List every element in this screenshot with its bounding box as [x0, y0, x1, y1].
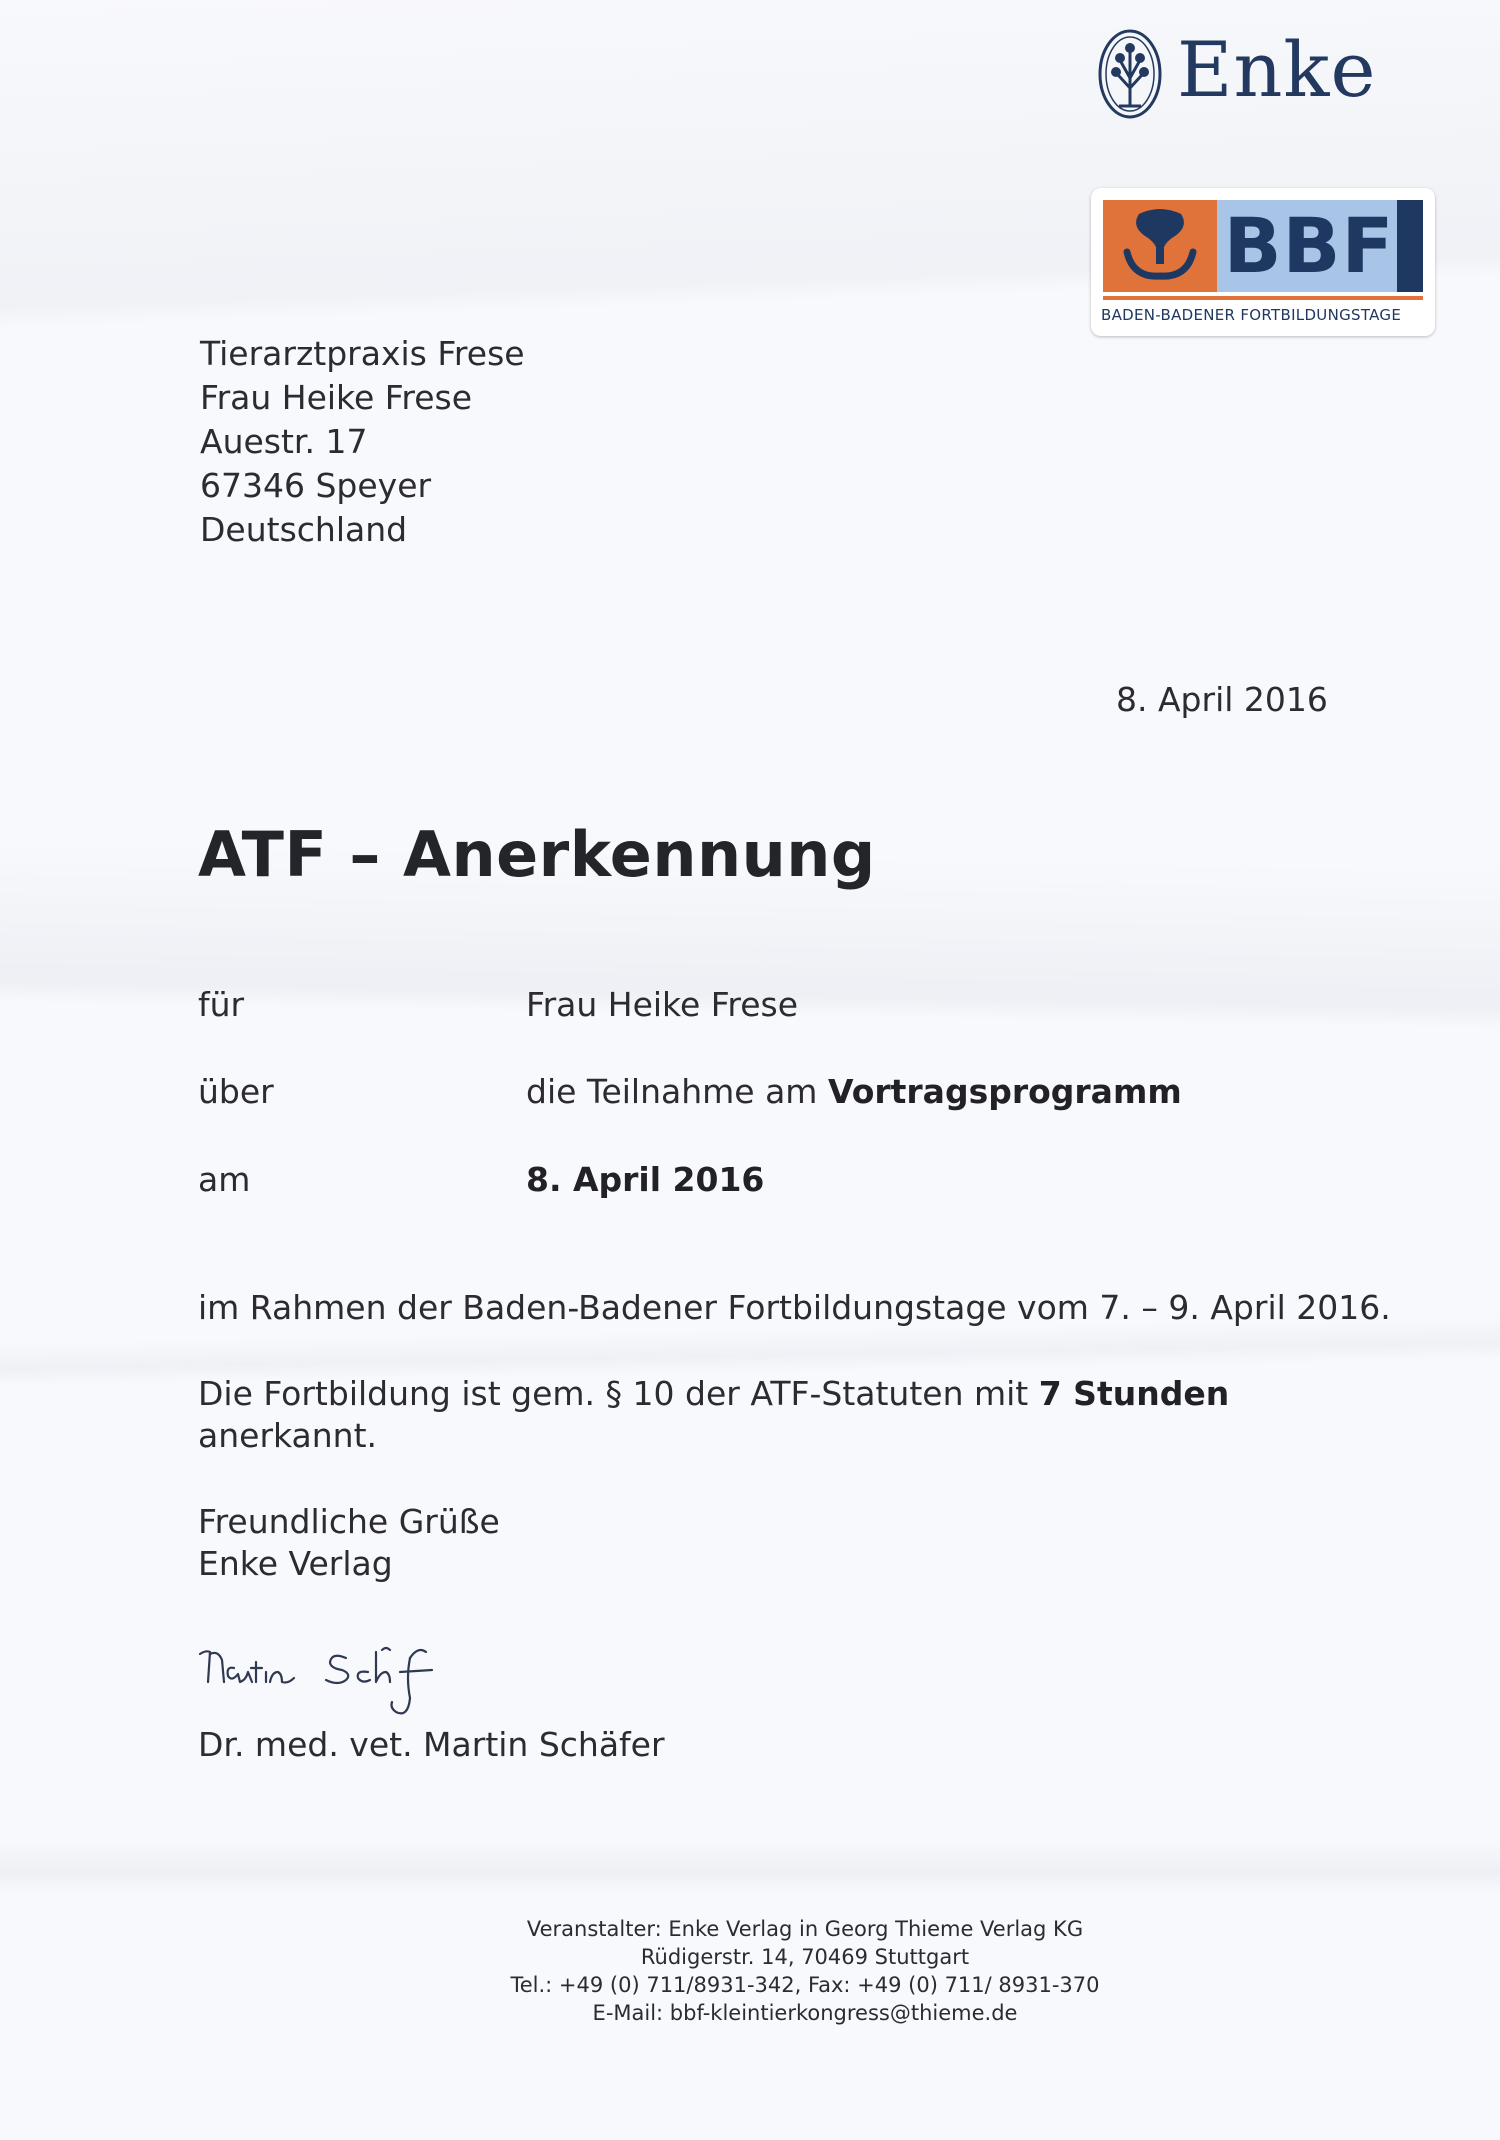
letter-date: 8. April 2016: [1116, 680, 1328, 719]
address-line: 67346 Speyer: [200, 466, 432, 505]
paw-nose-icon: [1103, 200, 1217, 292]
document-title: ATF – Anerkennung: [198, 818, 876, 891]
footer: [500, 1915, 1110, 2027]
enke-logo: [1097, 25, 1377, 124]
recognition-hours: 7 Stunden: [1038, 1374, 1230, 1413]
ueber-value: [526, 1072, 1182, 1111]
footer-phone-fax: Tel.: +49 (0) 711/8931-342, Fax: +49 (0) 711/ 8931-370: [510, 1973, 1100, 1997]
ueber-value-prefix: die Teilnahme am: [526, 1072, 828, 1111]
am-label: am: [198, 1160, 251, 1199]
address-line: Auestr. 17: [200, 422, 368, 461]
recipient-address: [200, 332, 525, 552]
address-line: Frau Heike Frese: [200, 378, 473, 417]
am-value: 8. April 2016: [526, 1160, 765, 1199]
greeting: Freundliche Grüße: [198, 1502, 500, 1541]
footer-address: Rüdigerstr. 14, 70469 Stuttgart: [640, 1945, 970, 1969]
signatory-name: Dr. med. vet. Martin Schäfer: [198, 1725, 665, 1764]
enke-wordmark: Enke: [1177, 25, 1377, 114]
footer-organizer: Veranstalter: Enke Verlag in Georg Thieme Verlag KG: [526, 1917, 1084, 1941]
tree-emblem-icon: [1097, 28, 1163, 120]
bbf-subtitle: BADEN-BADENER FORTBILDUNGSTAGE: [1101, 306, 1402, 324]
signatory-block: [198, 1724, 665, 1766]
recognition-line: [198, 1373, 1229, 1415]
recognition-prefix: Die Fortbildung ist gem. § 10 der ATF-Statuten mit: [198, 1374, 1039, 1413]
bbf-orange-panel: [1103, 200, 1217, 292]
ueber-value-bold: Vortragsprogramm: [827, 1072, 1182, 1111]
bbf-logo-box: [1103, 200, 1423, 292]
closing-company: Enke Verlag: [198, 1544, 393, 1583]
bbf-logo: [1091, 188, 1435, 336]
bbf-mark: BBF: [1223, 201, 1395, 290]
ueber-label: über: [198, 1072, 274, 1111]
fuer-value: Frau Heike Frese: [526, 985, 799, 1024]
address-line: Deutschland: [200, 510, 408, 549]
address-line: Tierarztpraxis Frese: [200, 334, 525, 373]
recognition-paragraph: [198, 1373, 1229, 1457]
recognition-suffix: anerkannt.: [198, 1416, 378, 1455]
fuer-label: für: [198, 985, 245, 1024]
footer-email: E-Mail: bbf-kleintierkongress@thieme.de: [592, 2001, 1018, 2025]
bbf-divider: [1103, 296, 1423, 300]
bbf-dark-bar: [1397, 200, 1423, 292]
context-text: im Rahmen der Baden-Badener Fortbildungstage vom 7. – 9. April 2016.: [198, 1288, 1391, 1327]
handwritten-signature: [196, 1632, 506, 1728]
closing-block: [198, 1501, 500, 1585]
context-paragraph: [198, 1287, 1391, 1329]
